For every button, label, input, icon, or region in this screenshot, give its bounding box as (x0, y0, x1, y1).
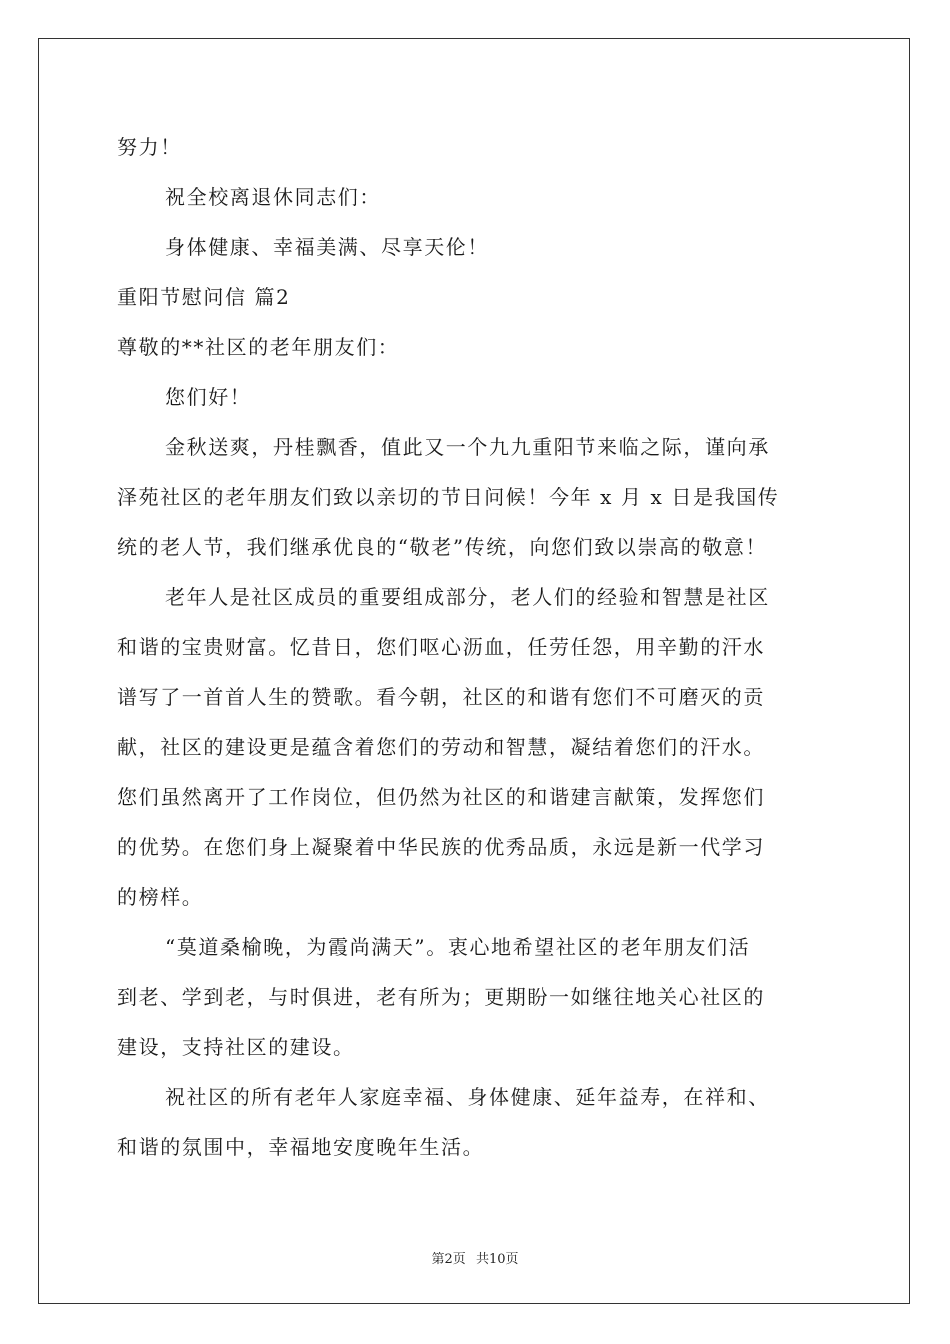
text-line: 建设，支持社区的建设。 (117, 1035, 355, 1059)
salutation: 尊敬的**社区的老年朋友们： (117, 335, 400, 359)
text-line: 谱写了一首首人生的赞歌。看今朝，社区的和谐有您们不可磨灭的贡 (117, 685, 765, 709)
text-line: 祝社区的所有老年人家庭幸福、身体健康、延年益寿，在祥和、 (165, 1085, 770, 1109)
page-footer (0, 1248, 950, 1267)
text-line: 您们虽然离开了工作岗位，但仍然为社区的和谐建言献策，发挥您们 (117, 785, 765, 809)
greeting: 您们好！ (165, 385, 252, 409)
text-line: 努力！ (117, 135, 182, 159)
text-line: 金秋送爽，丹桂飘香，值此又一个九九重阳节来临之际，谨向承 (165, 435, 770, 459)
text-line: 到老、学到老，与时俱进，老有所为；更期盼一如继往地关心社区的 (117, 985, 765, 1009)
text-line: 献，社区的建设更是蕴含着您们的劳动和智慧，凝结着您们的汗水。 (117, 735, 765, 759)
text-line: 泽苑社区的老年朋友们致以亲切的节日问候！今年 x 月 x 日是我国传 (117, 485, 780, 509)
text-line: 身体健康、幸福美满、尽享天伦！ (165, 235, 489, 259)
text-line: “莫道桑榆晚，为霞尚满天”。衷心地希望社区的老年朋友们活 (165, 935, 751, 959)
text-line: 的榜样。 (117, 885, 204, 909)
page-number: 第2页 (431, 1252, 466, 1267)
text-line: 统的老人节，我们继承优良的“敬老”传统，向您们致以崇高的敬意！ (117, 535, 768, 559)
text-line: 和谐的宝贵财富。忆昔日，您们呕心沥血，任劳任怨，用辛勤的汗水 (117, 635, 765, 659)
text-line: 老年人是社区成员的重要组成部分，老人们的经验和智慧是社区 (165, 585, 770, 609)
section-heading: 重阳节慰问信 篇2 (117, 285, 291, 309)
text-line: 和谐的氛围中，幸福地安度晚年生活。 (117, 1135, 485, 1159)
text-line: 祝全校离退休同志们： (165, 185, 381, 209)
text-line: 的优势。在您们身上凝聚着中华民族的优秀品质，永远是新一代学习 (117, 835, 765, 859)
document-body (117, 128, 837, 1166)
page-total: 共10页 (475, 1252, 519, 1267)
